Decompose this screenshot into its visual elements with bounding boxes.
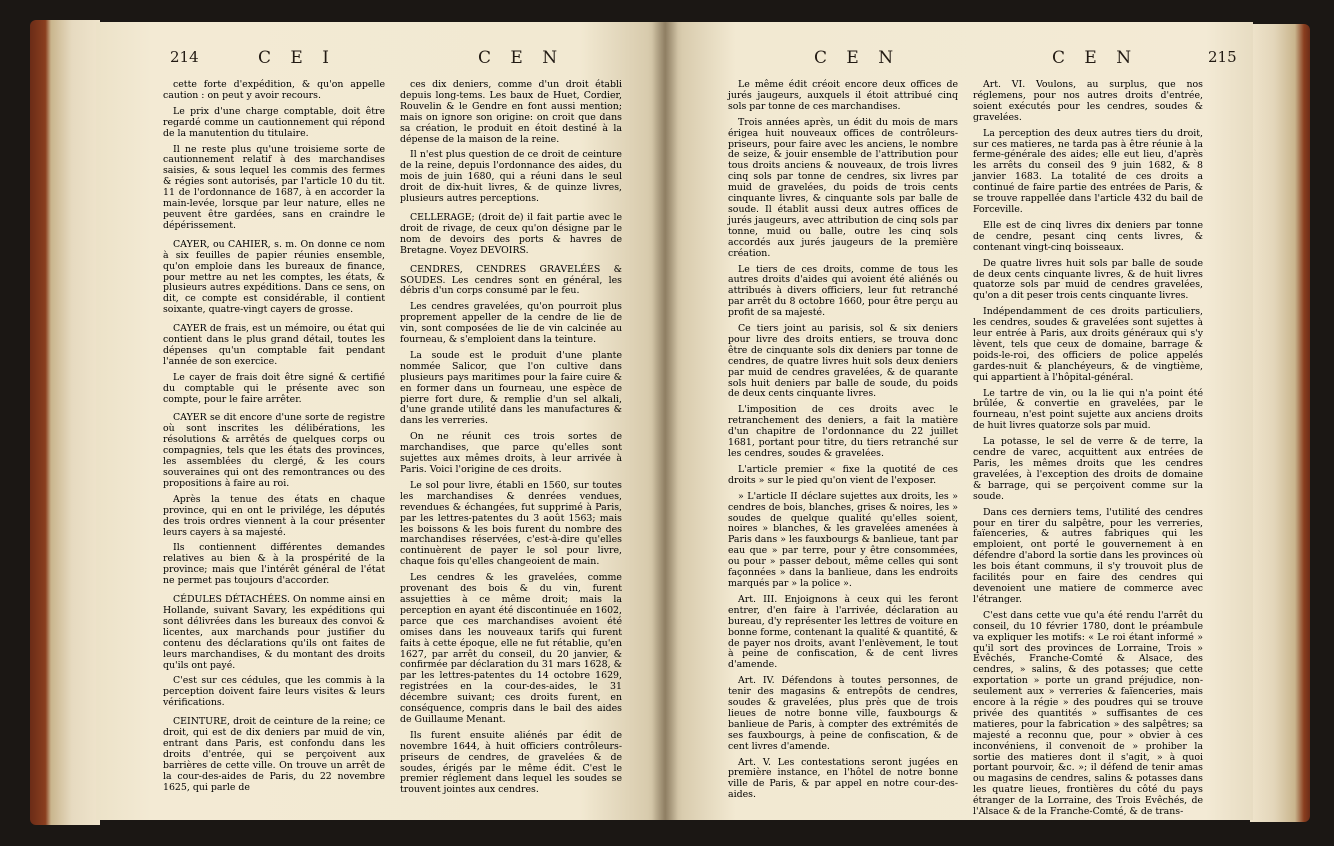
paragraph: CAYER de frais, est un mémoire, ou état qui contient dans le plus grand détail, toutes les dépenses qu'un comptable fait pendant l'année de son exercice. <box>163 323 385 367</box>
paragraph: C'est sur ces cédules, que les commis à la perception doivent faire leurs visites & leurs vérifications. <box>163 675 385 709</box>
paragraph: CEINTURE, droit de ceinture de la reine; ce droit, qui est de dix deniers par muid de vin, entrant dans Paris, est confondu dans les droits d'entrée, qui se perçoivent aux barrières de cette ville. On trouve un arrêt de la cour-des-aides de Paris, du 22 novembre 1625, qui parle de <box>163 716 385 793</box>
paragraph: La soude est le produit d'une plante nommée Salicor, que l'on cultive dans plusieurs pays maritimes pour la faire cuire & en former dans un fourneau, une espèce de pierre fort dure, & remplie d'un sel alkali, d'une grande utilité dans les manufactures & dans les verreries. <box>400 349 622 427</box>
paragraph: La perception des deux autres tiers du droit, sur ces matieres, ne tarda pas à être réunie à la ferme-générale des aides; elle eut lieu, d'après les arrêts du conseil des 9 juin 1682, & 8 janvier 1683. La totalité de ces droits a continué de faire partie des entrées de Paris, & se trouve rappellée dans l'article 432 du bail de Forceville. <box>973 127 1203 215</box>
paragraph: On ne réunit ces trois sortes de marchandises, que parce qu'elles sont sujettes aux mêmes droits, à leur arrivée à Paris. Voici l'origine de ces droits. <box>400 431 622 475</box>
paragraph: CAYER, ou CAHIER, s. m. On donne ce nom à six feuilles de papier réunies ensemble, qu'on emploie dans les bureaux de finance, pour mettre au net les comptes, les états, & plusieurs autres expéditions. Dans ce sens, on dit, ce compte est considérable, il contient soixante, quatre-vingt cayers de grosse. <box>163 238 385 316</box>
paragraph: Art. V. Les contestations seront jugées en première instance, en l'hôtel de notre bonne ville de Paris, & par appel en notre cour-des-aides. <box>728 756 958 801</box>
right-page-edges <box>1250 24 1310 822</box>
paragraph: Ils furent ensuite aliénés par édit de novembre 1644, à huit officiers contrôleurs-priseurs de cendres, de gravelées & de soudes, érigés par le même édit. C'est le premier réglement dans lequel les soudes se trouvent jointes aux cendres. <box>400 729 622 796</box>
paragraph: CELLERAGE; (droit de) il fait partie avec le droit de rivage, de ceux qu'on désigne par le nom de devoirs des ports & havres de Bretagne. Voyez DEVOIRS. <box>400 211 622 256</box>
paragraph: Ils contiennent différentes demandes relatives au bien & à la prospérité de la province; mais que l'intérêt général de l'état ne permet pas toujours d'accorder. <box>163 542 385 587</box>
paragraph: CAYER se dit encore d'une sorte de registre où sont inscrites les délibérations, les résolutions & arrêtés de quelques corps ou compagnies, tels que les états des provinces, les assemblées du clergé, & les cours souveraines qui ont des remontrances ou des propositions à faire au roi. <box>163 412 385 489</box>
paragraph: Le tartre de vin, ou la lie qui n'a point été brûlée, & convertie en gravelées, par le fourneau, n'est point sujette aux anciens droits de huit livres quatorze sols par muid. <box>973 387 1203 432</box>
paragraph: Elle est de cinq livres dix deniers par tonne de cendre, pesant cinq cents livres, & contenant vingt-cinq boisseaux. <box>973 219 1203 253</box>
paragraph: Il n'est plus question de ce droit de ceinture de la reine, depuis l'ordonnance des aides, du mois de juin 1680, qui a réuni dans le seul droit de dix-huit livres, & de quinze livres, plusieurs autres perceptions. <box>400 149 622 205</box>
paragraph: Art. IV. Défendons à toutes personnes, de tenir des magasins & entrepôts de cendres, soudes & gravelées, plus près que de trois lieues de notre bonne ville, fauxbourgs & banlieue de Paris, à compter des extrémités de ses fauxbourgs, à peine de confiscation, & de cent livres d'amende. <box>728 675 958 752</box>
paragraph: Dans ces derniers tems, l'utilité des cendres pour en tirer du salpêtre, pour les verreries, faïenceries, & autres fabriques qui les emploient, ont porté le gouvernement à en défendre d'abord la sortie dans les provinces où les bois étant communs, il s'y trouvoit plus de facilités pour en faire des cendres qui devenoient une matiere de commerce avec l'étranger. <box>973 506 1203 605</box>
paragraph: Ce tiers joint au parisis, sol & six deniers pour livre des droits entiers, se trouva donc être de cinquante sols dix deniers par tonne de cendres, de quatre livres huit sols deux deniers par muid de cendres gravelées, & de quarante sols huit deniers par balle de soude, du poids de deux cents cinquante livres. <box>728 323 958 400</box>
paragraph: De quatre livres huit sols par balle de soude de deux cents cinquante livres, & de huit livres quatorze sols par muid de cendres gravelées, qu'on a dit peser trois cents cinquante livres. <box>973 257 1203 302</box>
left-page-column-2 <box>400 79 622 796</box>
paragraph: Art. III. Enjoignons à ceux qui les feront entrer, d'en faire à l'arrivée, déclaration au bureau, d'y représenter les lettres de voiture en bonne forme, contenant la qualité & quantité, & de payer nos droits, avant l'enlèvement, le tout à peine de confiscation, & de cent livres d'amende. <box>728 593 958 671</box>
right-page-column-2 <box>973 79 1203 818</box>
paragraph: Le cayer de frais doit être signé & certifié du comptable qui le présente avec son compte, pour le faire arrêter. <box>163 371 385 405</box>
left-page-edges <box>30 20 100 825</box>
right-header-left: C E N <box>814 48 901 68</box>
book-gutter <box>652 22 678 820</box>
paragraph: La potasse, le sel de verre & de terre, la cendre de varec, acquittent aux entrées de Paris, les mêmes droits que les cendres gravelées, à l'exception des droits de domaine & barrage, qui se perçoivent comme sur la soude. <box>973 436 1203 502</box>
paragraph: Le tiers de ces droits, comme de tous les autres droits d'aides qui avoient été aliénés ou attribués à divers officiers, leur fut retranché par arrêt du 8 octobre 1660, pour être perçu au profit de sa majesté. <box>728 263 958 319</box>
left-header-right: C E N <box>478 48 565 68</box>
paragraph: Il ne reste plus qu'une troisieme sorte de cautionnement relatif à des marchandises saisies, & sous lequel les commis des fermes & régies sont autorisés, par l'article 10 du tit. 11 de l'ordonnance de 1687, à en accorder la main-levée, lorsque par leur nature, elles ne peuvent être gardées, sans en craindre le dépérissement. <box>163 143 385 231</box>
paragraph: L'imposition de ces droits avec le retranchement des deniers, a fait la matière d'un chapitre de l'ordonnance du 22 juillet 1681, portant pour titre, du tiers retranché sur les cendres, soudes & gravelées. <box>728 404 958 459</box>
paragraph: ces dix deniers, comme d'un droit établi depuis long-tems. Les baux de Huet, Cordier, Rouvelin & le Gendre en font aussi mention; mais on ignore son origine: on croit que dans sa création, le produit en étoit destiné à la dépense de la maison de la reine. <box>400 79 622 145</box>
paragraph: Le même édit créoit encore deux offices de jurés jaugeurs, auxquels il étoit attribué cinq sols par tonne de ces marchandises. <box>728 79 958 112</box>
paragraph: Indépendamment de ces droits particuliers, les cendres, soudes & gravelées sont sujettes à leur entrée à Paris, aux droits généraux qui s'y lèvent, tels que ceux de domaine, barrage & poids-le-roi, des officiers de police appelés gardes-nuit & planchéyeurs, & de vingtième, qui appartient à l'hôpital-général. <box>973 306 1203 383</box>
paragraph: Les cendres gravelées, qu'on pourroit plus proprement appeller de la cendre de lie de vin, sont composées de lie de vin calcinée au fourneau, & s'emploient dans la teinture. <box>400 301 622 346</box>
paragraph: Les cendres & les gravelées, comme provenant des bois & du vin, furent assujetties à ce même droit; mais la perception en ayant été discontinuée en 1602, parce que ces marchandises avoient été omises dans les nouveaux tarifs qui furent faits à cette époque, elle ne fut rétablie, qu'en 1627, par arrêt du conseil, du 20 janvier, & confirmée par déclaration du 31 mars 1628, & par les lettres-patentes du 14 octobre 1629, registrées en la cour-des-aides, le 31 décembre suivant; ces droits furent, en conséquence, compris dans le bail des aides de Guillaume Menant. <box>400 572 622 725</box>
left-page-number: 214 <box>170 48 199 66</box>
left-page-column-1 <box>163 79 385 793</box>
paragraph: CENDRES, CENDRES GRAVELÉES & SOUDES. Les cendres sont en général, les débris d'un corps consumé par le feu. <box>400 263 622 297</box>
paragraph: CÉDULES DÉTACHÉES. On nomme ainsi en Hollande, suivant Savary, les expéditions qui sont délivrées dans les bureaux des convoi & licentes, aux marchands pour justifier du contenu des déclarations qu'ils ont faites de leurs marchandises, & du montant des droits qu'ils ont payé. <box>163 594 385 671</box>
paragraph: Trois années après, un édit du mois de mars érigea huit nouveaux offices de contrôleurs-priseurs, pour faire avec les anciens, le nombre de seize, & jouir ensemble de l'attribution pour tous droits anciens & nouveaux, de trois livres cinq sols par tonne de cendres, six livres par muid de gravelées, du poids de trois cents cinquante livres, & cinquante sols par balle de soude. Il établit aussi deux autres offices de jurés jaugeurs, avec attribution de cinq sols par tonne, muid ou balle, outre les cinq sols accordés aux jurés jaugeurs de la première création. <box>728 116 958 259</box>
paragraph: Art. VI. Voulons, au surplus, que nos réglemens, pour nos autres droits d'entrée, soient exécutés pour les cendres, soudes & gravelées. <box>973 79 1203 123</box>
paragraph: cette forte d'expédition, & qu'on appelle caution : on peut y avoir recours. <box>163 79 385 101</box>
paragraph: Le prix d'une charge comptable, doit être regardé comme un cautionnement qui répond de la manutention du titulaire. <box>163 105 385 139</box>
left-header-left: C E I <box>258 48 336 68</box>
paragraph: Le sol pour livre, établi en 1560, sur toutes les marchandises & denrées vendues, revendues & échangées, fut supprimé à Paris, par les lettres-patentes du 3 août 1563; mais les boissons & les bois furent du nombre des marchandises réservées, c'est-à-dire qu'elles continuèrent de payer le sol pour livre, chaque fois qu'elles changeoient de main. <box>400 479 622 568</box>
paragraph: Après la tenue des états en chaque province, qui en ont le privilége, les députés des trois ordres viennent à la cour présenter leurs cayers à sa majesté. <box>163 493 385 538</box>
right-page-number: 215 <box>1208 48 1237 66</box>
paragraph: L'article premier « fixe la quotité de ces droits » sur le pied qu'on vient de l'exposer. <box>728 463 958 486</box>
right-page-column-1 <box>728 79 958 801</box>
paragraph: » L'article II déclare sujettes aux droits, les » cendres de bois, blanches, grises & noires, les » soudes de quelque qualité qu'elles soient, noires » blanches, & les gravelées amenées à Paris dans » les fauxbourgs & banlieue, tant par eau que » par terre, pour y être consommées, ou pour » passer debout, même celles qui sont façonnées » dans la banlieue, dans les endroits marqués par » la police ». <box>728 490 958 589</box>
paragraph: C'est dans cette vue qu'a été rendu l'arrêt du conseil, du 10 février 1780, dont le préambule va expliquer les motifs: « Le roi étant informé » qu'il sort des provinces de Lorraine, Trois » Evêchés, Franche-Comté & Alsace, des cendres, » salins, & des potasses; que cette exportation » porte un grand préjudice, non-seulement aux » verreries & faïenceries, mais encore à la régie » des poudres qui se trouve privée des quantités » suffisantes de ces matieres, pour la fabrication » des salpêtres; sa majesté a reconnu que, pour » obvier à ces inconvéniens, il convenoit de » prohiber la sortie des matieres dont il s'agit, » à quoi portant pourvoir, &c. »; il défend de tenir amas ou magasins de cendres, salins & potasses dans les quatre lieues, frontières du côté du pays étranger de la Lorraine, des Trois Evêchés, de l'Alsace & de la Franche-Comté, & de trans- <box>973 609 1203 818</box>
right-header-right: C E N <box>1052 48 1139 68</box>
